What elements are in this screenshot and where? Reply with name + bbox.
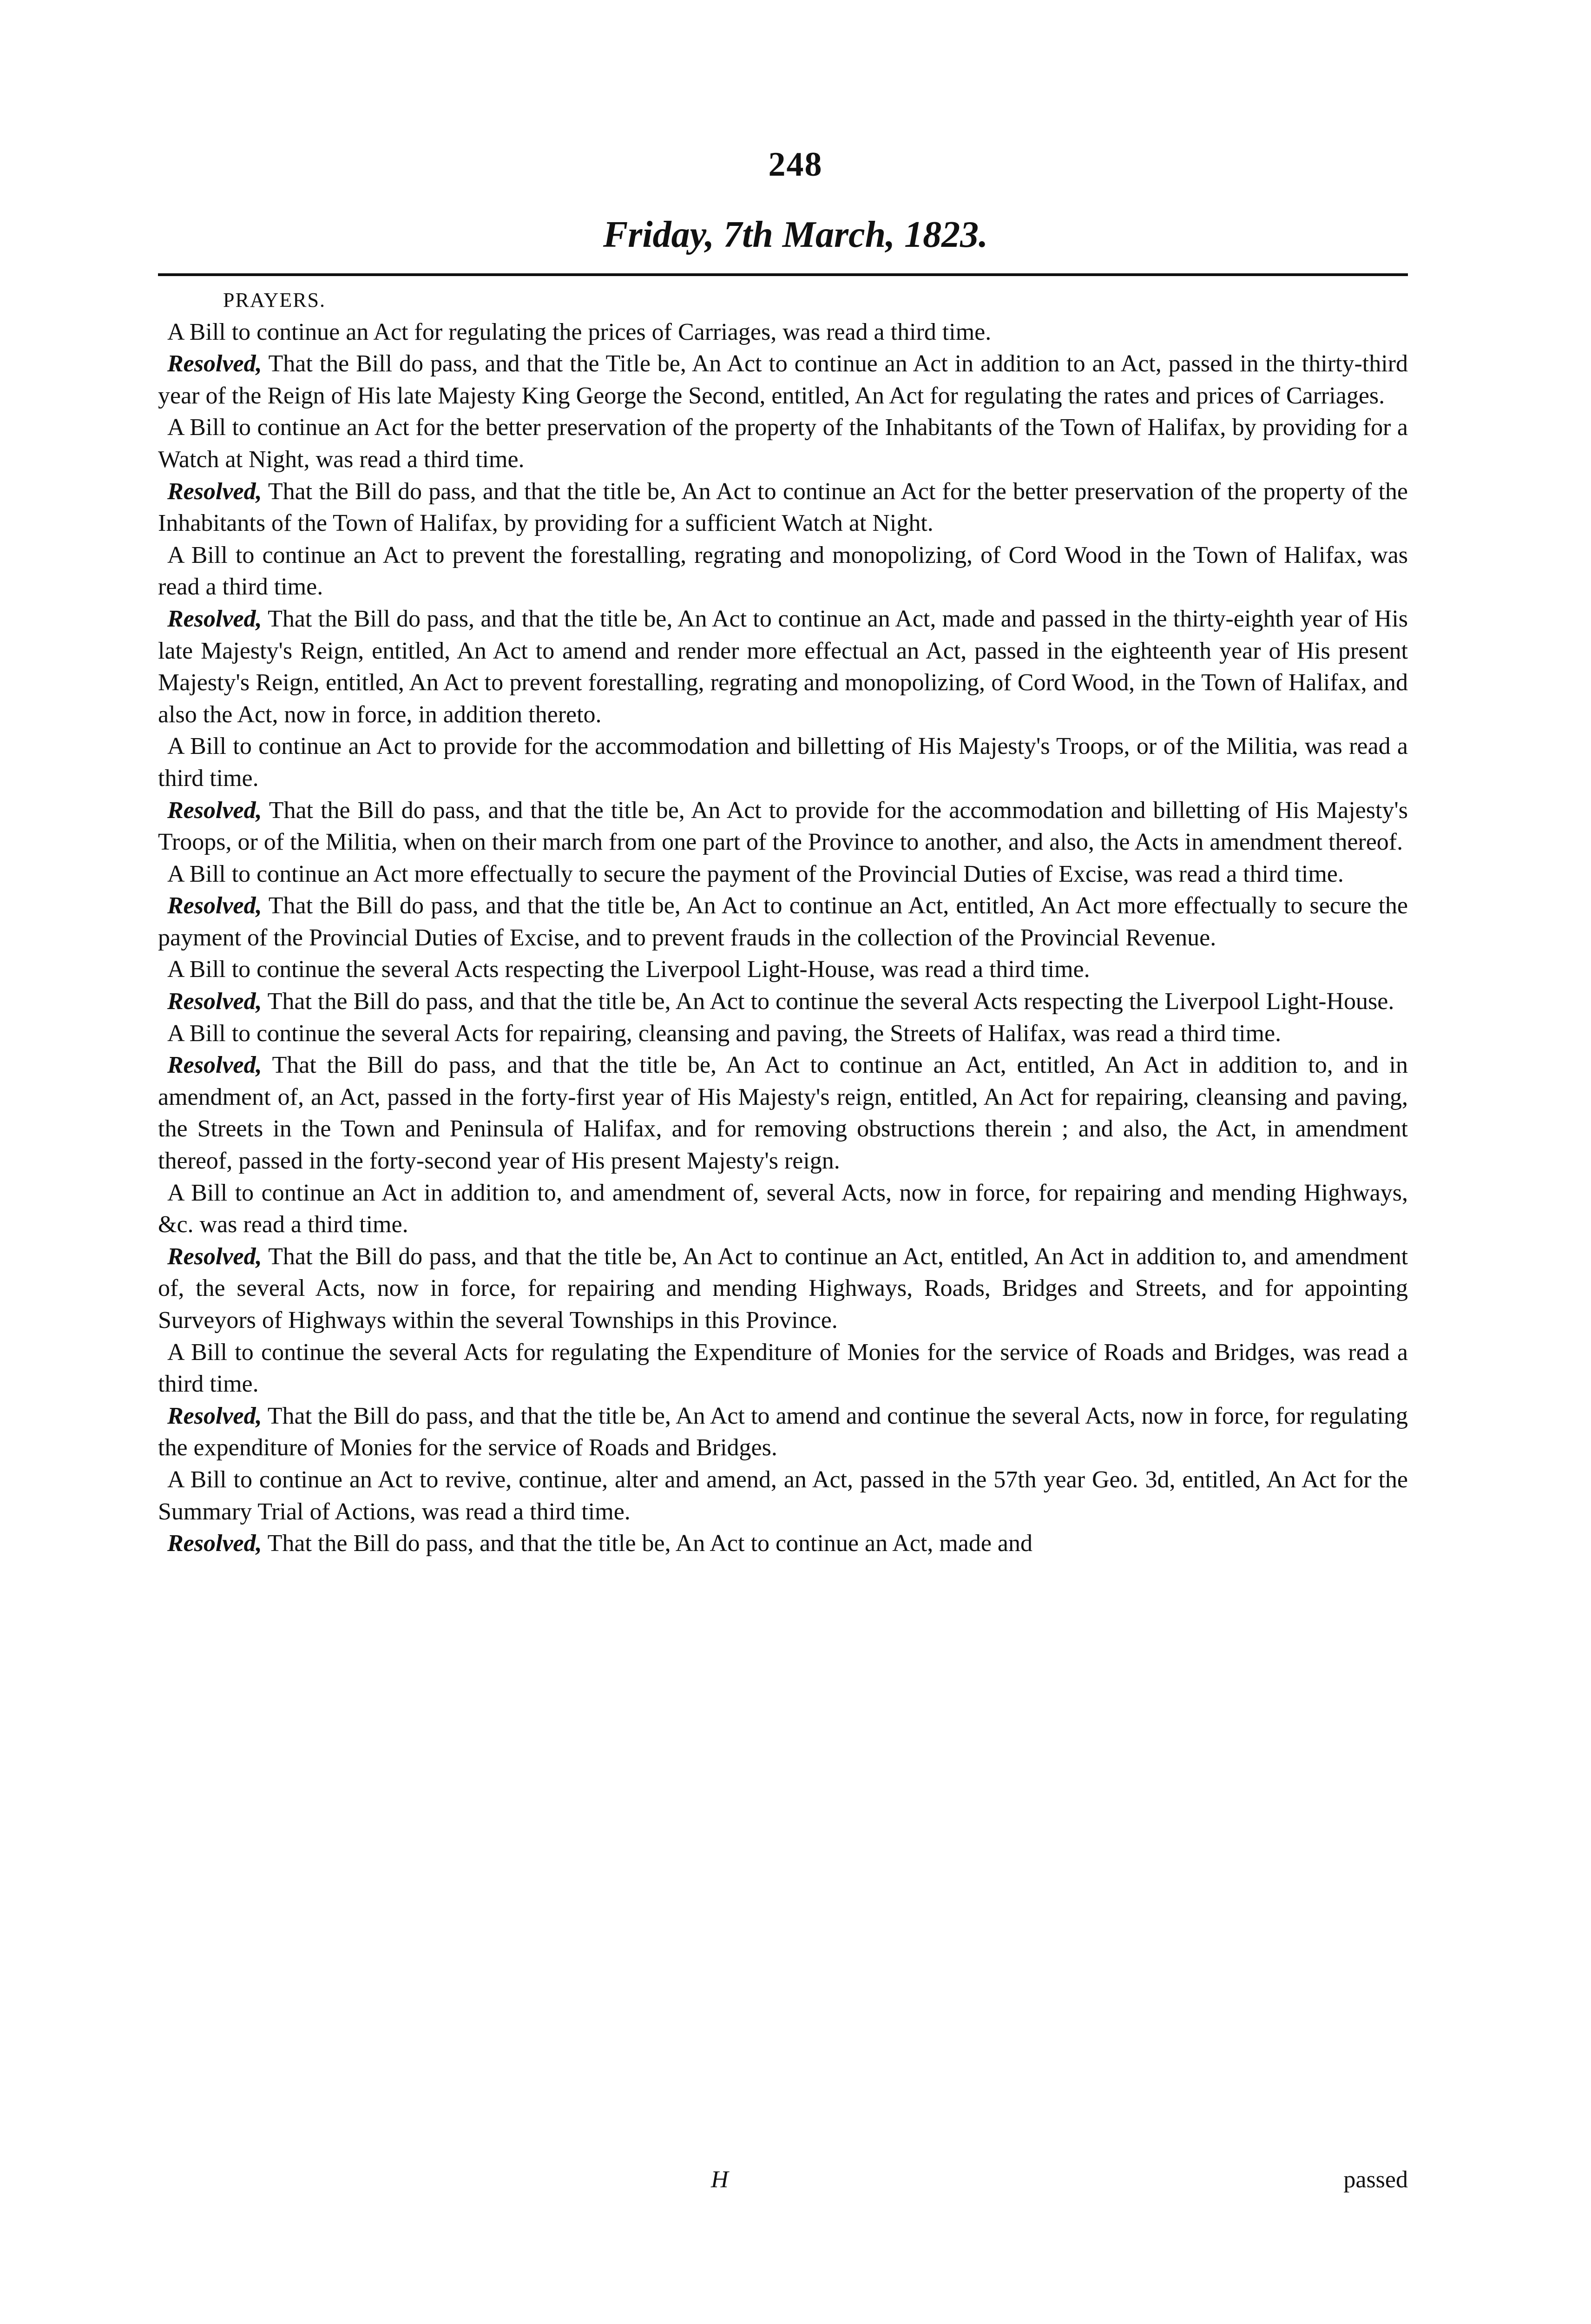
signature-mark: H — [711, 2166, 729, 2193]
resolved-lead: Resolved, — [167, 797, 262, 824]
date-heading: Friday, 7th March, 1823. — [603, 214, 988, 255]
paragraph-text: A Bill to continue an Act to provide for the accommodation and billetting of His Majesty's Troops, or of the Militia, was read a third time. — [158, 733, 1408, 792]
paragraph-text: That the Bill do pass, and that the title be, An Act to continue an Act, made and passed in the thirty-eighth year of His late Majesty's Reign, entitled, An Act to amend and render more effectual an Act, passed in the eighteenth year of His present Majesty's Reign, entitled, An Act to prevent forestalling, regrating and monopolizing, of Cord Wood, in the Town of Halifax, and also the Act, now in force, in addition thereto. — [158, 605, 1408, 728]
journal-paragraph — [158, 1018, 1408, 1050]
resolved-lead: Resolved, — [167, 892, 262, 919]
journal-paragraph — [158, 986, 1408, 1018]
paragraph-text: A Bill to continue the several Acts for repairing, cleansing and paving, the Streets of Halifax, was read a third time. — [167, 1020, 1282, 1047]
journal-paragraph — [158, 858, 1408, 891]
paragraph-text: A Bill to continue an Act to revive, continue, alter and amend, an Act, passed in the 57th year Geo. 3d, entitled, An Act for the Summary Trial of Actions, was read a third time. — [158, 1466, 1408, 1525]
paragraph-text: A Bill to continue the several Acts for regulating the Expenditure of Monies for the service of Roads and Bridges, was read a third time. — [158, 1339, 1408, 1398]
resolved-lead: Resolved, — [167, 1402, 262, 1429]
paragraph-text: That the Bill do pass, and that the title be, An Act to continue an Act, made and — [267, 1530, 1032, 1557]
journal-paragraph — [158, 1337, 1408, 1400]
paragraph-text: A Bill to continue an Act to prevent the forestalling, regrating and monopolizing, of Cord Wood in the Town of Halifax, was read a third time. — [158, 541, 1408, 601]
paragraph-text: That the Bill do pass, and that the title be, An Act to provide for the accommodation and billetting of His Majesty's Troops, or of the Militia, when on their march from one part of the Province to another, and also, the Acts in amendment thereof. — [158, 797, 1408, 856]
paragraph-text: That the Bill do pass, and that the title be, An Act to continue an Act, entitled, An Act in addition to, and in amendment of, an Act, passed in the forty-first year of His Majesty's reign, entitled, An Act for repairing, cleansing and paving, the Streets in the Town and Peninsula of Halifax, and for removing obstructions therein ; and also, the Act, in amendment thereof, passed in the forty-second year of His present Majesty's reign. — [158, 1052, 1408, 1175]
resolved-lead: Resolved, — [167, 605, 262, 632]
journal-paragraph — [158, 1528, 1408, 1560]
journal-paragraph — [158, 795, 1408, 858]
paragraph-text: That the Bill do pass, and that the title be, An Act to continue the several Acts respecting the Liverpool Light-House. — [267, 988, 1394, 1015]
page-footer — [158, 2166, 1408, 2203]
paragraph-text: That the Bill do pass, and that the title be, An Act to continue an Act, entitled, An Act in addition to, and amendment of, the several Acts, now in force, for repairing and mending Highways, Roads, Bridges and Streets, and for appointing Surveyors of Highways within the several Townships in this Province. — [158, 1243, 1408, 1334]
resolved-lead: Resolved, — [167, 1243, 262, 1270]
paragraph-text: A Bill to continue an Act in addition to, and amendment of, several Acts, now in force, for repairing and mending Highways, &c. was read a third time. — [158, 1179, 1408, 1238]
journal-paragraph — [158, 348, 1408, 412]
prayers-heading: PRAYERS. — [223, 289, 326, 311]
paragraph-text: A Bill to continue an Act for regulating the prices of Carriages, was read a third time. — [167, 318, 992, 345]
journal-paragraph — [158, 1400, 1408, 1464]
journal-paragraph — [158, 1050, 1408, 1177]
page-number: 248 — [768, 145, 823, 184]
journal-paragraph — [158, 890, 1408, 954]
journal-paragraph — [158, 954, 1408, 986]
paragraph-text: That the Bill do pass, and that the title be, An Act to continue an Act for the better preservation of the property of the Inhabitants of the Town of Halifax, by providing for a sufficient Watch at Night. — [158, 478, 1408, 537]
paragraph-text: A Bill to continue an Act more effectually to secure the payment of the Provincial Duties of Excise, was read a third time. — [167, 860, 1344, 887]
resolved-lead: Resolved, — [167, 1052, 262, 1079]
paragraph-text: That the Bill do pass, and that the title be, An Act to amend and continue the several Acts, now in force, for regulating the expenditure of Monies for the service of Roads and Bridges. — [158, 1402, 1408, 1461]
journal-paragraph — [158, 1177, 1408, 1241]
journal-body — [158, 284, 1408, 1560]
journal-paragraph — [158, 412, 1408, 475]
resolved-lead: Resolved, — [167, 1530, 262, 1557]
journal-paragraph — [158, 476, 1408, 540]
paragraph-text: A Bill to continue an Act for the better preservation of the property of the Inhabitants of the Town of Halifax, by providing for a Watch at Night, was read a third time. — [158, 414, 1408, 473]
catchword: passed — [1343, 2166, 1408, 2193]
journal-paragraph — [158, 317, 1408, 349]
paragraph-text: That the Bill do pass, and that the Title be, An Act to continue an Act in addition to an Act, passed in the thirty-third year of the Reign of His late Majesty King George the Second, entitled, An Act for regulating the rates and prices of Carriages. — [158, 350, 1408, 409]
resolved-lead: Resolved, — [167, 350, 262, 377]
resolved-lead: Resolved, — [167, 988, 262, 1015]
journal-paragraph — [158, 540, 1408, 603]
journal-paragraph — [158, 731, 1408, 794]
journal-paragraph — [158, 603, 1408, 731]
resolved-lead: Resolved, — [167, 478, 262, 505]
heading-rule — [158, 273, 1408, 276]
paragraph-text: A Bill to continue the several Acts respecting the Liverpool Light-House, was read a third time. — [167, 956, 1090, 983]
paragraph-text: That the Bill do pass, and that the title be, An Act to continue an Act, entitled, An Act more effectually to secure the payment of the Provincial Duties of Excise, and to prevent frauds in the collection of the Provincial Revenue. — [158, 892, 1408, 951]
journal-paragraph — [158, 1241, 1408, 1337]
journal-paragraph — [158, 1464, 1408, 1528]
